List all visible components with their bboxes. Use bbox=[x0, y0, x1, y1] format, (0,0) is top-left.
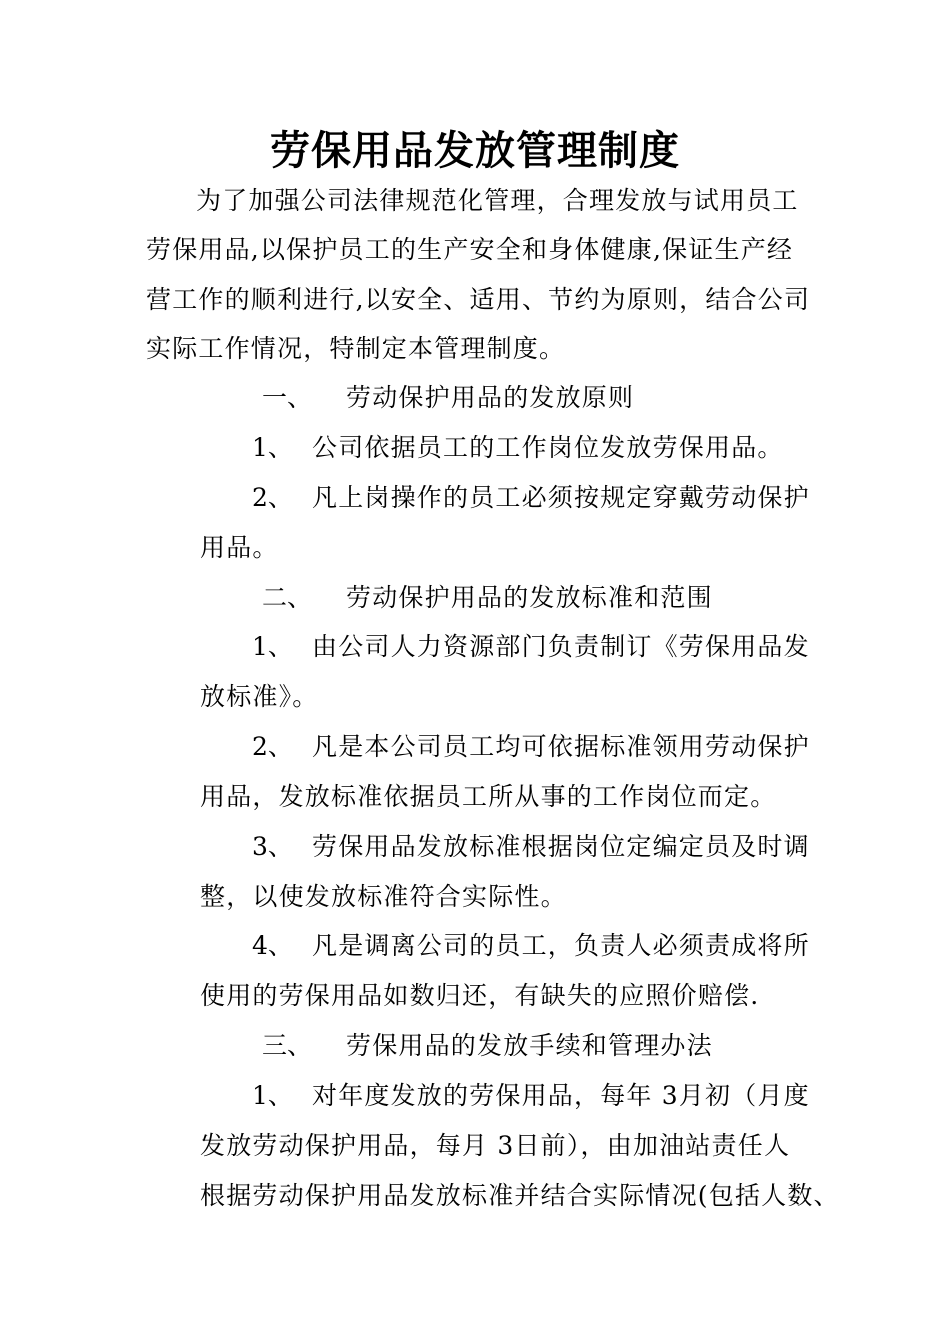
item-text: 对年度发放的劳保用品，每年 3月初（月度 bbox=[312, 1081, 810, 1110]
item-text-continued: 发放劳动保护用品，每月 3日前），由加油站责任人 bbox=[200, 1131, 791, 1160]
item-number: 3、 bbox=[252, 832, 293, 861]
intro-line: 实际工作情况，特制定本管理制度。 bbox=[146, 334, 566, 363]
item-number: 2、 bbox=[252, 732, 293, 761]
item-text-continued: 用品，发放标准依据员工所从事的工作岗位而定。 bbox=[200, 782, 777, 811]
item-text-continued: 整，以使发放标准符合实际性。 bbox=[200, 882, 567, 911]
item-text-continued: 根据劳动保护用品发放标准并结合实际情况(包括人数、 bbox=[200, 1181, 840, 1210]
document-title: 劳保用品发放管理制度 bbox=[270, 128, 680, 174]
section-heading: 劳保用品的发放手续和管理办法 bbox=[346, 1031, 713, 1060]
item-number: 4、 bbox=[252, 931, 293, 960]
section-number: 三、 bbox=[262, 1031, 313, 1060]
item-text-continued: 使用的劳保用品如数归还，有缺失的应照价赔偿. bbox=[200, 981, 760, 1010]
section-heading: 劳动保护用品的发放标准和范围 bbox=[346, 583, 713, 612]
section-heading: 劳动保护用品的发放原则 bbox=[346, 383, 635, 412]
item-number: 1、 bbox=[252, 632, 293, 661]
item-text: 凡是调离公司的员工，负责人必须责成将所 bbox=[312, 931, 810, 960]
section-number: 一、 bbox=[262, 383, 313, 412]
item-number: 1、 bbox=[252, 1081, 293, 1110]
item-text: 凡是本公司员工均可依据标准领用劳动保护 bbox=[312, 732, 810, 761]
item-number: 1、 bbox=[252, 433, 293, 462]
intro-line: 劳保用品,以保护员工的生产安全和身体健康,保证生产经 bbox=[146, 235, 794, 264]
intro-line: 为了加强公司法律规范化管理，合理发放与试用员工 bbox=[196, 186, 799, 215]
item-text: 劳保用品发放标准根据岗位定编定员及时调 bbox=[312, 832, 810, 861]
item-text-continued: 用品。 bbox=[200, 533, 279, 562]
section-number: 二、 bbox=[262, 583, 313, 612]
item-text-continued: 放标准》。 bbox=[200, 682, 319, 711]
intro-line: 营工作的顺利进行,以安全、适用、节约为原则，结合公司 bbox=[146, 285, 811, 314]
item-text: 公司依据员工的工作岗位发放劳保用品。 bbox=[312, 433, 784, 462]
item-text: 凡上岗操作的员工必须按规定穿戴劳动保护 bbox=[312, 483, 810, 512]
item-number: 2、 bbox=[252, 483, 293, 512]
item-text: 由公司人力资源部门负责制订《劳保用品发 bbox=[312, 632, 810, 661]
